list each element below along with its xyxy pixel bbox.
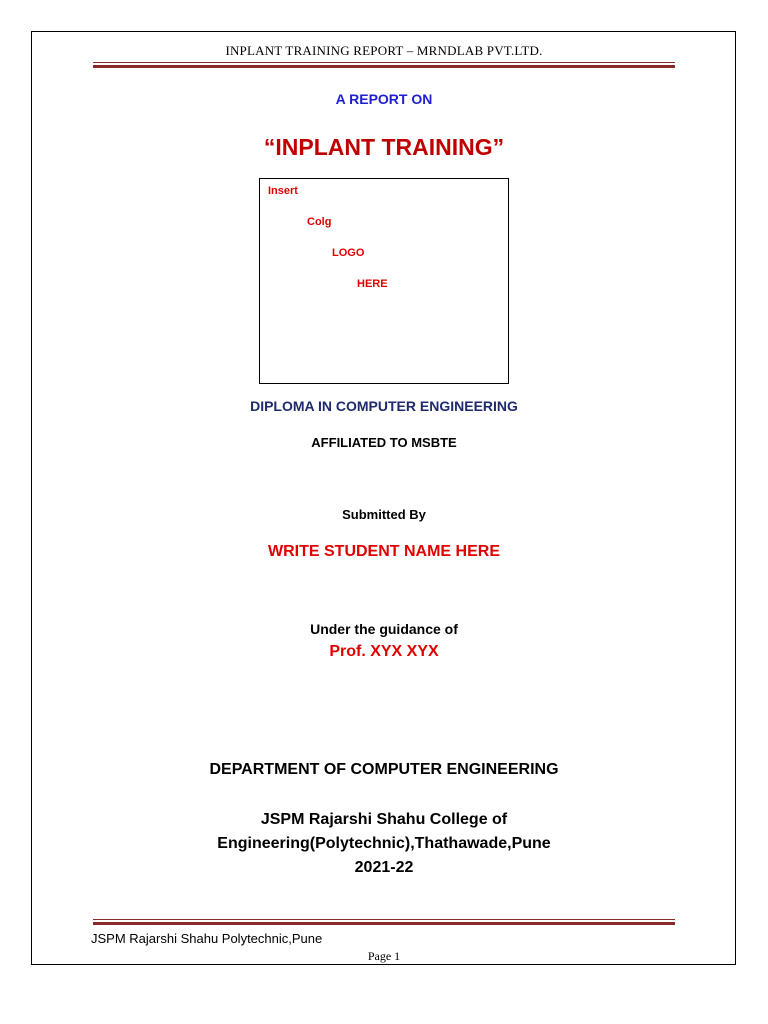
college-name-line2: Engineering(Polytechnic),Thathawade,Pune — [217, 835, 551, 852]
logo-placeholder-line: LOGO — [332, 247, 365, 259]
academic-year: 2021-22 — [354, 859, 414, 876]
running-header: INPLANT TRAINING REPORT – MRNDLAB PVT.LTD. — [225, 43, 543, 58]
header-rule — [93, 62, 675, 68]
logo-placeholder-line: Colg — [307, 216, 332, 228]
footer-rule — [93, 919, 675, 925]
college-name-line1: JSPM Rajarshi Shahu College of — [260, 811, 508, 828]
guidance-label: Under the guidance of — [310, 621, 458, 637]
footer-institution: JSPM Rajarshi Shahu Polytechnic,Pune — [91, 931, 323, 946]
report-on-label: A REPORT ON — [335, 91, 433, 107]
affiliation-label: AFFILIATED TO MSBTE — [311, 435, 457, 450]
diploma-label: DIPLOMA IN COMPUTER ENGINEERING — [250, 398, 518, 414]
report-title: “INPLANT TRAINING” — [263, 134, 505, 160]
college-block — [0, 808, 768, 880]
logo-placeholder-line: Insert — [268, 185, 298, 197]
student-name: WRITE STUDENT NAME HERE — [268, 543, 500, 560]
submitted-by-label: Submitted By — [342, 507, 426, 522]
guide-name: Prof. XYX XYX — [329, 643, 439, 660]
logo-placeholder-line: HERE — [357, 278, 388, 290]
page-number: Page 1 — [367, 949, 401, 963]
department-name: DEPARTMENT OF COMPUTER ENGINEERING — [209, 761, 559, 778]
logo-placeholder-box — [259, 178, 509, 384]
